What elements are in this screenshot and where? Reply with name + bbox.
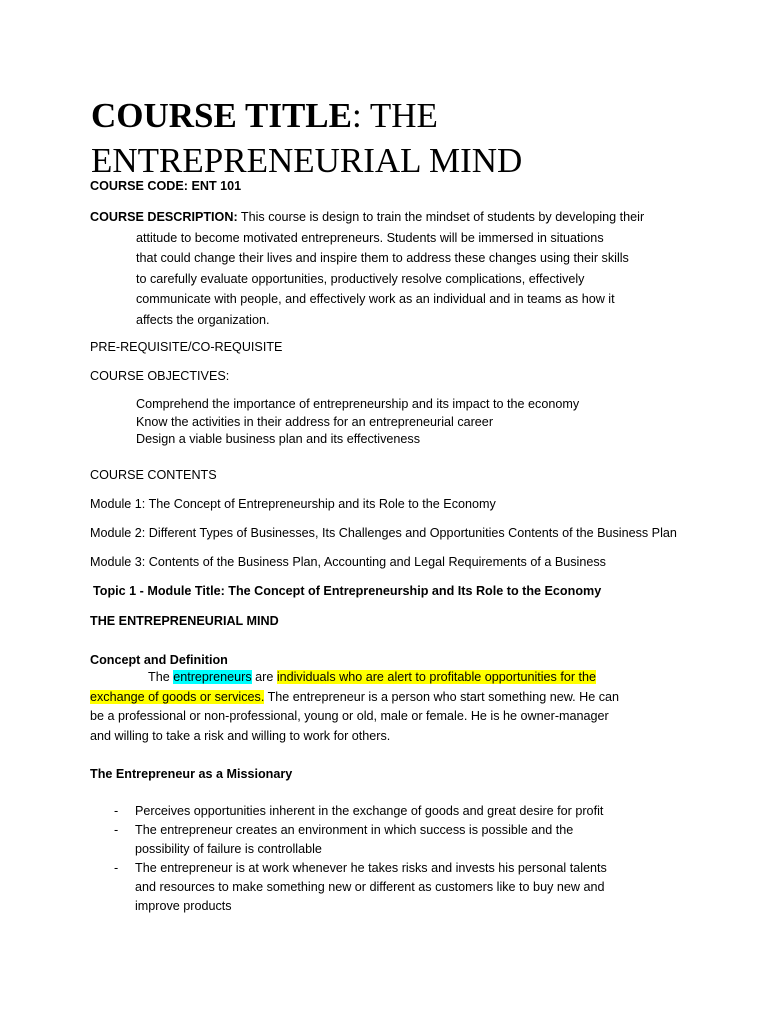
description-line: communicate with people, and effectively work as an individual and in teams as how it (136, 292, 615, 306)
dash-bullet: - (114, 861, 119, 875)
concept-heading: Concept and Definition (90, 653, 228, 667)
bullet-text: improve products (135, 899, 232, 913)
bullet-text: The entrepreneur is at work whenever he takes risks and invests his personal talents (135, 861, 607, 875)
course-title (91, 93, 731, 183)
para-text: and willing to take a risk and willing to work for others. (90, 728, 391, 743)
course-title-name: ENTREPRENEURIAL MIND (91, 141, 523, 180)
highlight-definition: exchange of goods or services. (90, 689, 265, 704)
bullet-text: and resources to make something new or different as customers like to buy new and (135, 880, 605, 894)
description-line: to carefully evaluate opportunities, productively resolve complications, effectively (136, 271, 585, 286)
bullet-text: possibility of failure is controllable (135, 842, 322, 856)
highlight-term: entrepreneurs (173, 670, 252, 684)
objectives-list (136, 396, 579, 449)
highlight-definition: individuals who are alert to profitable opportunities for the (276, 670, 597, 684)
description-line: affects the organization. (136, 312, 270, 327)
concept-paragraph (90, 668, 690, 746)
objective-item: Comprehend the importance of entrepreneurship and its impact to the economy (136, 397, 580, 411)
course-description-label: COURSE DESCRIPTION: (90, 210, 238, 224)
section-heading: THE ENTREPRENEURIAL MIND (90, 614, 279, 628)
module-item: Module 2: Different Types of Businesses, Its Challenges and Opportunities Contents of the Business Plan (90, 526, 677, 540)
objective-item: Design a viable business plan and its effectiveness (136, 432, 420, 447)
course-title-label: COURSE TITLE (91, 96, 352, 135)
list-item (114, 821, 607, 859)
topic-title: Topic 1 - Module Title: The Concept of Entrepreneurship and Its Role to the Economy (93, 584, 602, 598)
missionary-bullet-list (114, 802, 607, 916)
contents-heading: COURSE CONTENTS (90, 468, 217, 482)
para-intro: The (148, 670, 174, 684)
description-line: attitude to become motivated entrepreneurs. Students will be immersed in situations (136, 230, 604, 245)
para-verb: are (251, 670, 277, 684)
course-description (90, 207, 690, 330)
module-item: Module 3: Contents of the Business Plan, Accounting and Legal Requirements of a Business (90, 555, 606, 569)
objectives-heading: COURSE OBJECTIVES: (90, 369, 230, 383)
course-code: COURSE CODE: ENT 101 (90, 179, 242, 193)
list-item (114, 802, 607, 821)
module-item: Module 1: The Concept of Entrepreneurship and its Role to the Economy (90, 497, 496, 511)
bullet-text: The entrepreneur creates an environment in which success is possible and the (135, 823, 574, 837)
dash-bullet: - (114, 804, 119, 818)
para-text: The entrepreneur is a person who start something new. He can (264, 689, 620, 704)
dash-bullet: - (114, 823, 119, 837)
para-text: be a professional or non-professional, young or old, male or female. He is he owner-manager (90, 709, 609, 723)
prerequisite-heading: PRE-REQUISITE/CO-REQUISITE (90, 340, 283, 354)
list-item (114, 859, 607, 916)
missionary-heading: The Entrepreneur as a Missionary (90, 767, 293, 781)
bullet-text: Perceives opportunities inherent in the exchange of goods and great desire for profit (135, 804, 604, 818)
description-line: that could change their lives and inspire them to address these changes using their skills (136, 251, 629, 265)
objective-item: Know the activities in their address for an entrepreneurial career (136, 414, 494, 429)
description-line: This course is design to train the mindset of students by developing their (237, 210, 645, 224)
course-title-separator: : THE (351, 96, 438, 135)
